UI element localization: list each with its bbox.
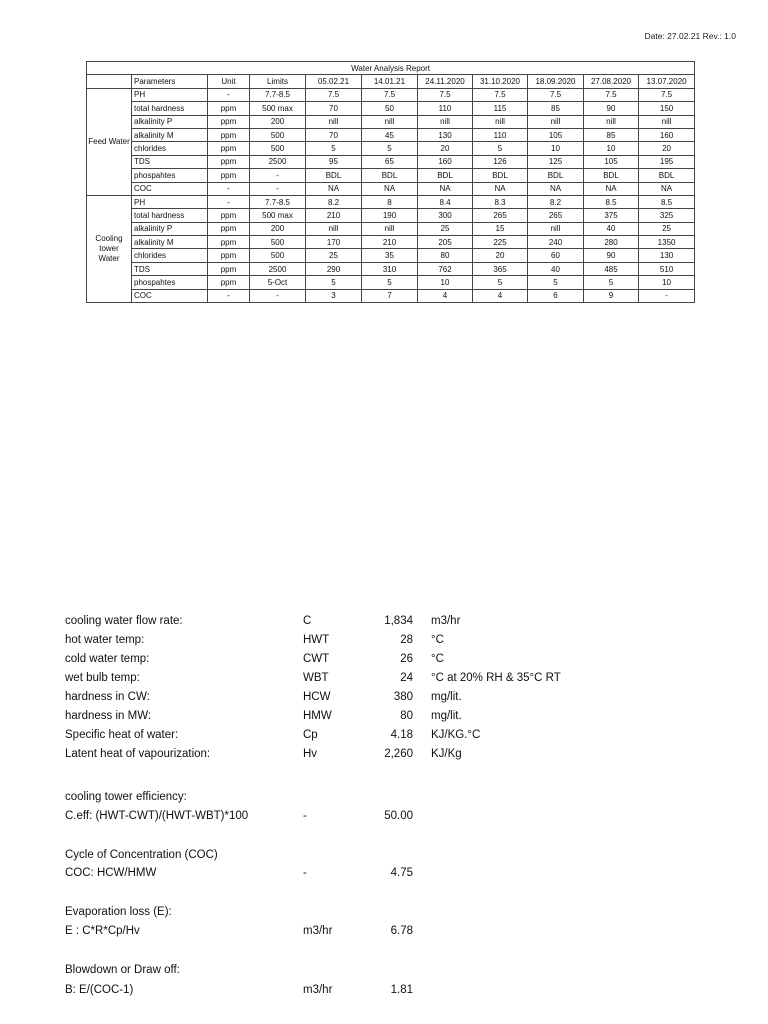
table-cell: 7.5 [584,88,639,101]
table-cell: - [208,195,250,208]
table-cell: 5 [473,276,528,289]
evaporation-formula: E : C*R*Cp/Hv [65,925,140,937]
table-cell: 5 [473,142,528,155]
table-cell: 60 [528,249,584,262]
table-cell: 25 [639,222,695,235]
table-cell: 8 [362,195,418,208]
parameter-value: 2,260 [384,748,413,760]
evaporation-value: 6.78 [390,925,413,937]
table-cell: 190 [362,209,418,222]
table-cell: - [639,289,695,302]
table-cell: nill [473,115,528,128]
parameter-name-cell: total hardness [132,209,208,222]
table-cell: NA [362,182,418,195]
table-cell: 15 [473,222,528,235]
table-cell: 225 [473,236,528,249]
parameter-name-cell: TDS [132,262,208,275]
parameter-label: Specific heat of water: [65,729,179,741]
header-blank [87,75,132,88]
parameter-symbol: CWT [303,653,330,665]
table-cell: BDL [584,169,639,182]
table-cell: 105 [584,155,639,168]
table-cell: ppm [208,276,250,289]
parameter-value: 26 [400,653,413,665]
table-cell: 5 [362,276,418,289]
efficiency-formula: C.eff: (HWT-CWT)/(HWT-WBT)*100 [65,810,249,822]
parameter-label: cold water temp: [65,653,150,665]
table-cell: NA [473,182,528,195]
table-cell: 205 [418,236,473,249]
table-cell: ppm [208,209,250,222]
table-cell: 485 [584,262,639,275]
parameter-name-cell: alkalinity P [132,222,208,235]
table-cell: 90 [584,249,639,262]
blowdown-unit: m3/hr [303,984,333,996]
table-cell: 105 [528,128,584,141]
table-cell: 130 [639,249,695,262]
table-cell: 110 [473,128,528,141]
table-cell: 5 [528,276,584,289]
blowdown-formula: B: E/(COC-1) [65,984,134,996]
table-row [87,289,695,302]
table-cell: ppm [208,249,250,262]
table-cell: nill [362,115,418,128]
parameter-name-cell: phospahtes [132,276,208,289]
table-header-row [87,75,695,88]
table-cell: 5-Oct [250,276,306,289]
table-cell: 4 [418,289,473,302]
table-cell: nill [362,222,418,235]
group-label: Feed Water [87,88,132,195]
parameter-unit: KJ/KG.°C [431,729,481,741]
parameter-label: hot water temp: [65,634,145,646]
table-cell: 150 [639,102,695,115]
parameter-name-cell: chlorides [132,249,208,262]
column-header: 05.02.21 [306,75,362,88]
coc-unit: - [303,867,307,879]
parameter-symbol: Cp [303,729,318,741]
table-cell: 240 [528,236,584,249]
table-cell: 10 [528,142,584,155]
parameter-label: Latent heat of vapourization: [65,748,211,760]
table-cell: NA [639,182,695,195]
table-cell: 300 [418,209,473,222]
table-cell: 65 [362,155,418,168]
table-cell: 160 [639,128,695,141]
table-cell: 500 [250,249,306,262]
table-cell: 160 [418,155,473,168]
parameter-name-cell: PH [132,88,208,101]
table-cell: 5 [306,142,362,155]
parameter-label: cooling water flow rate: [65,615,183,627]
table-cell: ppm [208,262,250,275]
table-cell: 50 [362,102,418,115]
table-cell: 7.5 [306,88,362,101]
table-cell: 7.7-8.5 [250,88,306,101]
table-row [87,236,695,249]
parameter-symbol: Hv [303,748,318,760]
table-cell: 10 [418,276,473,289]
table-cell: nill [639,115,695,128]
efficiency-unit: - [303,810,307,822]
parameter-name-cell: COC [132,182,208,195]
table-cell: 8.4 [418,195,473,208]
table-cell: 510 [639,262,695,275]
table-cell: 195 [639,155,695,168]
table-cell: BDL [362,169,418,182]
parameter-name-cell: alkalinity P [132,115,208,128]
table-cell: 500 [250,128,306,141]
table-cell: BDL [306,169,362,182]
table-cell: 115 [473,102,528,115]
parameter-value: 1,834 [384,615,413,627]
table-cell: ppm [208,222,250,235]
table-cell: 4 [473,289,528,302]
table-cell: 500 [250,236,306,249]
parameter-name-cell: total hardness [132,102,208,115]
parameter-name-cell: TDS [132,155,208,168]
table-cell: ppm [208,115,250,128]
evaporation-unit: m3/hr [303,925,333,937]
table-row [87,102,695,115]
table-cell: nill [418,115,473,128]
group-label: Cooling tower Water [87,195,132,302]
table-row [87,195,695,208]
table-cell: - [208,289,250,302]
coc-formula: COC: HCW/HMW [65,867,157,879]
table-body [87,88,695,302]
document-date-revision: Date: 27.02.21 Rev.: 1.0 [644,31,736,41]
parameter-label: hardness in MW: [65,710,152,722]
table-cell: 8.2 [528,195,584,208]
table-cell: BDL [528,169,584,182]
table-cell: 70 [306,102,362,115]
table-cell: 8.5 [639,195,695,208]
table-cell: ppm [208,236,250,249]
parameter-symbol: HCW [303,691,331,703]
table-cell: 7.5 [639,88,695,101]
parameter-unit: mg/lit. [431,710,462,722]
parameter-unit: mg/lit. [431,691,462,703]
parameter-name-cell: COC [132,289,208,302]
table-cell: 200 [250,222,306,235]
parameter-name-cell: alkalinity M [132,128,208,141]
table-cell: - [250,169,306,182]
parameter-unit: °C [431,634,444,646]
parameter-unit: m3/hr [431,615,461,627]
table-cell: 110 [418,102,473,115]
coc-value: 4.75 [390,867,413,879]
table-cell: 20 [639,142,695,155]
table-cell: 500 [250,142,306,155]
table-cell: 95 [306,155,362,168]
column-header: Unit [208,75,250,88]
table-cell: 265 [473,209,528,222]
table-cell: nill [584,115,639,128]
coc-heading: Cycle of Concentration (COC) [65,849,218,861]
table-cell: 25 [418,222,473,235]
table-cell: - [208,182,250,195]
table-row [87,276,695,289]
table-cell: 375 [584,209,639,222]
parameter-value: 380 [393,691,413,703]
table-cell: 7.7-8.5 [250,195,306,208]
table-cell: ppm [208,142,250,155]
table-cell: 45 [362,128,418,141]
table-cell: 210 [306,209,362,222]
table-cell: 762 [418,262,473,275]
table-cell: 310 [362,262,418,275]
table-cell: NA [306,182,362,195]
table-cell: 80 [418,249,473,262]
table-cell: 20 [473,249,528,262]
table-cell: 2500 [250,262,306,275]
parameter-name-cell: phospahtes [132,169,208,182]
blowdown-heading: Blowdown or Draw off: [65,964,180,976]
table-row [87,209,695,222]
table-row [87,115,695,128]
parameter-value: 28 [400,634,413,646]
column-header: 31.10.2020 [473,75,528,88]
table-cell: 5 [306,276,362,289]
table-row [87,88,695,101]
table-cell: 125 [528,155,584,168]
table-cell: 210 [362,236,418,249]
table-cell: NA [528,182,584,195]
table-cell: BDL [418,169,473,182]
table-cell: 500 max [250,102,306,115]
table-cell: BDL [639,169,695,182]
table-cell: 3 [306,289,362,302]
table-cell: nill [528,115,584,128]
table-cell: nill [306,222,362,235]
table-cell: 5 [584,276,639,289]
table-cell: 1350 [639,236,695,249]
table-row [87,182,695,195]
parameter-unit: KJ/Kg [431,748,462,760]
table-row [87,249,695,262]
column-header: 27.08.2020 [584,75,639,88]
parameter-unit: °C [431,653,444,665]
parameter-name-cell: chlorides [132,142,208,155]
parameter-value: 80 [400,710,413,722]
table-cell: 2500 [250,155,306,168]
table-cell: 8.3 [473,195,528,208]
table-cell: 40 [584,222,639,235]
blowdown-value: 1.81 [390,984,413,996]
table-cell: 200 [250,115,306,128]
table-cell: 6 [528,289,584,302]
table-cell: 290 [306,262,362,275]
table-row [87,169,695,182]
table-cell: 40 [528,262,584,275]
parameter-value: 4.18 [390,729,413,741]
table-cell: 126 [473,155,528,168]
table-cell: 25 [306,249,362,262]
parameter-label: wet bulb temp: [65,672,140,684]
parameter-symbol: WBT [303,672,329,684]
table-row [87,142,695,155]
table-cell: 500 max [250,209,306,222]
table-cell: 20 [418,142,473,155]
table-cell: - [250,289,306,302]
parameter-name-cell: PH [132,195,208,208]
table-cell: 90 [584,102,639,115]
table-cell: 9 [584,289,639,302]
table-cell: 85 [528,102,584,115]
column-header: 24.11.2020 [418,75,473,88]
table-cell: NA [584,182,639,195]
table-cell: 10 [584,142,639,155]
parameter-unit: °C at 20% RH & 35°C RT [431,672,561,684]
table-cell: 7.5 [418,88,473,101]
efficiency-value: 50.00 [384,810,413,822]
table-cell: 325 [639,209,695,222]
table-cell: 70 [306,128,362,141]
table-cell: 8.2 [306,195,362,208]
column-header: 13.07.2020 [639,75,695,88]
table-cell: BDL [473,169,528,182]
table-cell: 7.5 [362,88,418,101]
parameter-value: 24 [400,672,413,684]
table-cell: 35 [362,249,418,262]
table-cell: 265 [528,209,584,222]
table-row [87,222,695,235]
table-cell: 7.5 [473,88,528,101]
table-cell: ppm [208,155,250,168]
table-cell: 7 [362,289,418,302]
parameter-symbol: HWT [303,634,330,646]
table-cell: 365 [473,262,528,275]
table-cell: 7.5 [528,88,584,101]
table-cell: ppm [208,102,250,115]
parameter-name-cell: alkalinity M [132,236,208,249]
table-cell: - [250,182,306,195]
table-cell: ppm [208,128,250,141]
table-cell: nill [306,115,362,128]
column-header: Parameters [132,75,208,88]
table-cell: 5 [362,142,418,155]
table-title: Water Analysis Report [87,62,695,75]
table-row [87,155,695,168]
table-cell: 85 [584,128,639,141]
column-header: Limits [250,75,306,88]
table-cell: 280 [584,236,639,249]
parameter-symbol: C [303,615,312,627]
table-row [87,128,695,141]
parameter-label: hardness in CW: [65,691,150,703]
table-row [87,262,695,275]
table-cell: ppm [208,169,250,182]
table-cell: 170 [306,236,362,249]
efficiency-heading: cooling tower efficiency: [65,791,187,803]
water-analysis-table [86,61,695,303]
table-cell: 8.5 [584,195,639,208]
table-cell: 10 [639,276,695,289]
parameter-symbol: HMW [303,710,332,722]
table-cell: NA [418,182,473,195]
evaporation-heading: Evaporation loss (E): [65,906,172,918]
column-header: 14.01.21 [362,75,418,88]
table-cell: - [208,88,250,101]
table-cell: 130 [418,128,473,141]
table-cell: nill [528,222,584,235]
column-header: 18.09.2020 [528,75,584,88]
